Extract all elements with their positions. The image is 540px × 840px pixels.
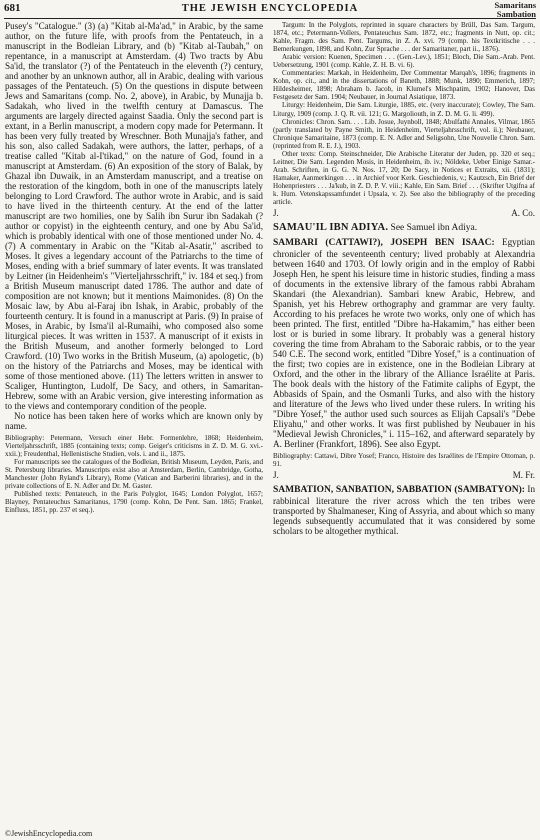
samaritan-literature-text: Pusey's "Catalogue." (3) (a) "Kitab al-Ma'ad," in Arabic, by the same author, on the future life, with proofs from the Pentateuch, in a manuscript in the Bodleian Library, and (b) "Kitab al-Taubah," on repentance, in a manuscript at Amsterdam. (4) Two tracts by Abu Sa'id, the translator (?) of the Pentateuch in the eleventh (?) century, and another by an unknown author, all in Arabic, dealing with various passages of the Pentateuch. (5) On the questions in dispute between Jews and Samaritans (comp. No. 2, above), in Arabic, by Munajja b. Sadakah, who lived in the twelfth century at Damascus. The arguments are largely directed against Saadia. Only the second part is extant, in a Berlin manuscript, a modern copy made for Petermann. It has been very fully treated by Wreschner. Both Munajja's father, and his son, also called Sadakah, were authors, the latter, perhaps, of a treatise called "Kitab al-I'tikad," on the nature of God, found in a manuscript at Amsterdam. (6) An exposition of the story of Balak, by Ghazal ibn Duwaik, in an Amsterdam manuscript, and a treatise on the restoration of the kingdom, both in one of the manuscripts lately belonging to Lord Crawford. The author wrote in Arabic, and is said to have lived in the thirteenth century. At the end of the latter manuscript are two homilies, one by Salih ibn Surur ibn Sadakah (? author or copyist) in the eighteenth century, and one by Abu Sa'id, which is probably identical with one of those mentioned under No. 4. (7) A commentary in Arabic on the "Kitab al-Asatir," ascribed to Moses. It gives a legendary account of the Patriarchs to the time of Moses, ending with a brief summary of later events. It was translated by Leitner (in Heidenheim's "Vierteljahrsschrift," iv. 184 et seq.) from a British Museum manuscript dated 1786. The author and date of composition are not known; but it mentions Maimonides. (8) On the Mosaic law, by Abu al-Faraj ibn Ishak, in Arabic, probably of the fourteenth century. It is found in a manuscript at Paris. (9) In praise of Moses, in Arabic, by Isma'il al-Rumaihi, who composed also some liturgical pieces. It was written in 1537. A manuscript of it exists in the British Museum, and another formerly belonged to Lord Crawford. (10) Two works in the British Museum, (a) apologetic, (b) on the history of the Patriarchs and Moses, may be identical with some of those mentioned above. (11) The letters written in answer to Scaliger, Huntington, Ludolf, De Sacy, and others, in Samaritan-Hebrew, some with an Arabic version, give interesting information as to the views and contemporary condition of the people. — [5, 21, 263, 411]
bibliography-commentaries: Commentaries: Markah, in Heidenheim, Der Commentar Marqah's, 1896; fragments in Kohn, op. cit., and in the dissertations of Baneth, 1888; Munk, 1890; Emmerich, 1897; Hildesheimer, 1898; Abraham b. Jacob, in Klumel's Mischpatim, 1902; Hanover, Das Festgesetz der Sam. 1904; Neubauer, in Journal Asiatique, 1873. — [273, 69, 535, 102]
signature-initial: J. — [273, 208, 279, 219]
bibliography-texts: Published texts: Pentateuch, in the Paris Polyglot, 1645; London Polyglot, 1657; Blayney, Pentateuchus Samaritanus, 1790 (comp. Kohn, De Pent. Sam. 1865; Frankel, Einfluss, 1851, pp. 237 et seq.). — [5, 490, 263, 515]
signature-initial: J. — [273, 470, 279, 481]
signature-author: M. Fr. — [512, 470, 535, 481]
entry-sambation — [273, 484, 535, 536]
page-header — [4, 2, 536, 19]
entry-sambari — [273, 237, 535, 449]
closing-note: No notice has been taken here of works which are known only by name. — [5, 411, 263, 431]
right-column — [273, 21, 535, 826]
left-column — [5, 21, 263, 826]
signature — [273, 208, 535, 219]
entry-heading: SAMAU'IL IBN ADIYA. — [273, 222, 389, 234]
page-number: 681 — [4, 2, 21, 14]
signature-author: A. Co. — [511, 208, 535, 219]
bibliography-arabic-version: Arabic version: Kuenen, Specimen . . . (Gen.-Lev.), 1851; Bloch, Die Sam.-Arab. Pent. Uebersetzung, 1901 (comp. Kahle, Z. H. B. vi. 6). — [273, 53, 535, 70]
running-head-last: Sambation — [496, 8, 536, 19]
running-head — [494, 1, 536, 18]
copyright-footer: ©JewishEncyclopedia.com — [5, 829, 93, 838]
bibliography-chronicles: Chronicles: Chron. Sam. . . . Lib. Josue, Juynboll, 1848; Abulfathi Annales, Vilmar, 1865 (partly translated by Payne Smith, in Heidenheim, Vierteljahrsschrift, vol. ii.); Neubauer, Chronique Samaritaine, 1873 (comp. E. N. Adler and Seligsohn, Une Nouvelle Chron. Sam. (reprinted from R. E. J.), 1903. — [273, 117, 535, 150]
entry-bibliography: Bibliography: Cattawi, Dibre Yosef; Franco, Histoire des Israélites de l'Empire Ottoman, p. 91. — [273, 452, 535, 469]
entry-heading: SAMBATION, SANBATION, SABBATION (SAMBATYON): — [273, 485, 525, 496]
entry-body: Egyptian chronicler of the seventeenth century; lived probably at Alexandria between 1640 and 1703. Of lowly origin and in the employ of Rabbi Joseph Hen, he spent his leisure time in historic studies, finding a mass of documents in the extensive library of the famous rabbi Abraham Skandari (the Alexandrian). Sambari knew Arabic, Hebrew, and Spanish, yet his Hebrew orthography and grammar are very faulty. According to his prefaces he wrote two works, only one of which has been printed. The first, entitled "Dibre ha-Hakamim," has either been lost or is buried in some library. It probably was a general history covering the time from Abraham to the Saboraic rabbis, or to the year 540 C.E. The second work, entitled "Dibre Yosef," is a continuation of the first; two copies are in existence, one in the Bodleian Library at Oxford, and the other in the library of the Alliance Israélite at Paris. The book deals with the history of the Fatimite caliphs of Egypt, the Abbasids of Spain, and the Osmanli Turks, and also with the history and literature of the Jews who lived under these rulers. In writing his "Dibre Yosef," the author used such sources as Elijah Capsali's "Debe Eliyahu," and other works. It was first published by Neubauer in his "Medieval Jewish Chronicles," i. 115–162, and afterward separately by A. Berliner (Frankfort, 1896). See also Egypt. — [273, 237, 535, 450]
bibliography-targum: Targum: In the Polyglots, reprinted in square characters by Brüll, Das Sam. Targum, 1874, etc.; Petermann-Vollers, Pentateuchus Sam. 1872, etc.; fragments in Nutt, op. cit.; Kahle, Fragm. des Sam. Pent. Targums, in Z. A. xvi. 79 (comp. his Textkritische . . . Bemerkungen, 1898, and Kohn, Zur Sprache . . . der Samaritaner, part ii., 1876). — [273, 21, 535, 54]
bibliography: Bibliography: Petermann, Versuch einer Hebr. Formenlehre, 1868; Heidenheim, Vierteljahrsschrift, 1885 (containing texts; comp. Geiger's criticisms in Z. D. M. G. xvi.-xxii.); Freudenthal, Hellenistische Studien, vols. i. and ii., 1875. — [5, 434, 263, 459]
entry-body: In rabbinical literature the river across which the ten tribes were transported by Shalmaneser, King of Assyria, and about which so many legends subsequently accumulated that it was considered by some scholars to be altogether mythical. — [273, 484, 535, 537]
entry-heading: SAMBARI (CATTAWI?), JOSEPH BEN ISAAC: — [273, 238, 495, 249]
running-head-first: Samaritans — [494, 0, 536, 10]
bibliography-other-texts: Other texts: Comp. Steinschneider, Die Arabische Literatur der Juden, pp. 320 et seq.; Leitner, Die Sam. Legenden Mosis, in Heidenheim, ib. iv.; Nöldeke, Ueber Einige Samar.-Arab. Schriften, in G. G. N. Nos. 17, 20; De Sacy, in Notices et Extraits, xii. (1831); Hamaker, Aanmerkingen . . . in Archief voor Kerk. Geschiedenis, v.; Kautzsch, Ein Brief der Hohenpriesters . . . Ja'kub, in Z. D. P. V. viii.; Kahle, Ein Sam. Brief . . . (Skrifter Utgifna af k. Hum. Vetenskapssamfundet i Upsala, v. 2). See also the bibliography of the preceding article. — [273, 149, 535, 207]
entry-cross-reference: See Samuel ibn Adiya. — [390, 223, 478, 234]
signature — [273, 470, 535, 481]
entry-samauil — [273, 222, 535, 234]
bibliography-liturgy: Liturgy: Heidenheim, Die Sam. Liturgie, 1885, etc. (very inaccurate); Cowley, The Sam. Liturgy, 1909 (comp. J. Q. R. vii. 121; G. Margoliouth, in Z. D. M. G. li. 499). — [273, 101, 535, 118]
bibliography-manuscripts: For manuscripts see the catalogues of the Bodleian, British Museum, Leyden, Paris, and St. Petersburg libraries. Manuscripts exist also at Amsterdam, Berlin, Cambridge, Gotha, Manchester (John Ryland's Library), Rome (Vatican and Barberini libraries), and in the private collections of E. N. Adler and Dr. M. Gaster. — [5, 458, 263, 491]
journal-title: THE JEWISH ENCYCLOPEDIA — [181, 3, 359, 14]
